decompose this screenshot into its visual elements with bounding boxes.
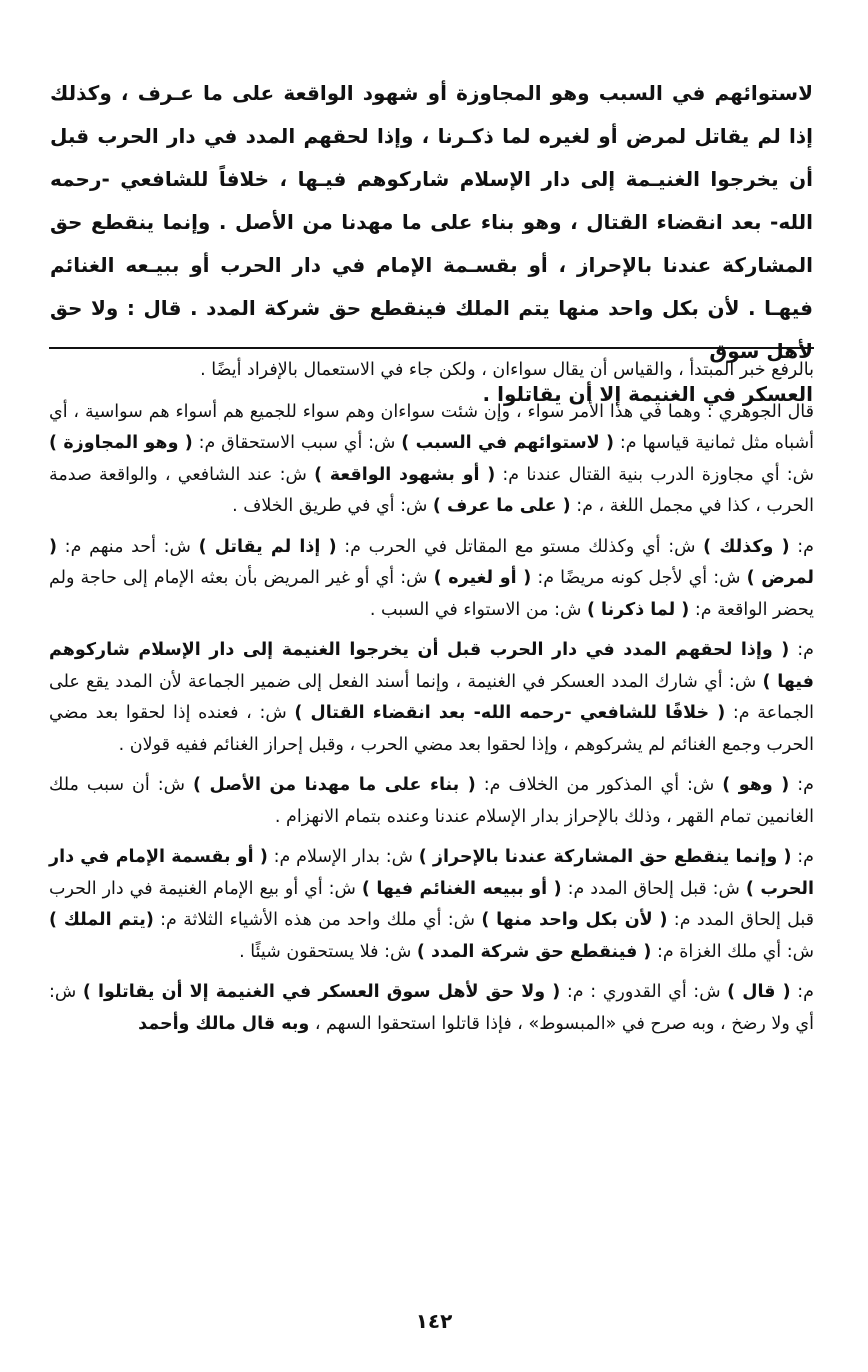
quoted-matn: ( إذا لم يقاتل ) [198, 536, 337, 557]
commentary-text: ش: أي القدوري : م: [560, 982, 728, 1002]
commentary-paragraph-2 [49, 397, 814, 523]
quoted-matn: ( لأن بكل واحد منها ) [481, 910, 668, 930]
quoted-matn: ( وإنما ينقطع حق المشاركة عندنا بالإحراز ) [418, 847, 792, 867]
commentary-text: ش: بدار الإسلام م: [267, 847, 419, 867]
commentary-paragraph-4 [49, 635, 814, 761]
commentary-paragraph-5 [49, 770, 814, 833]
commentary-text: ش: عند الشافعي ، والواقعة صدمة الحرب ، كذا في مجمل اللغة ، م: [49, 464, 814, 516]
commentary-text: بالرفع خبر المبتدأ ، والقياس أن يقال سواءان ، ولكن جاء في الاستعمال بالإفراد أيضًا . [200, 360, 814, 380]
quoted-matn: ( أو بشهود الواقعة ) [314, 464, 496, 485]
quoted-matn: ( على ما عرف ) [432, 496, 571, 516]
commentary-text: م: [789, 775, 815, 795]
quoted-matn: ( قال ) [727, 982, 791, 1002]
quoted-matn: ( أو ببيعه الغنائم فيها ) [361, 878, 562, 899]
commentary-text: ش: فلا يستحقون شيئًا . [239, 941, 417, 962]
commentary-text: م: [790, 982, 815, 1002]
commentary-text: ش: أي مجاوزة الدرب بنية القتال عندنا م: [495, 464, 815, 485]
commentary-paragraph-1 [49, 355, 814, 387]
commentary-text: ش: من الاستواء في السبب . [369, 599, 587, 620]
quoted-matn: ( لما ذكرنا ) [586, 599, 690, 620]
commentary-text: ش: قبل إلحاق المدد م: [561, 878, 746, 899]
quoted-matn: ( وهو المجاوزة ) [49, 433, 193, 453]
quoted-matn: ( وكذلك ) [703, 536, 790, 557]
commentary-paragraph-6 [49, 842, 814, 968]
commentary-text: ش: أن سبب ملك الغانمين تمام القهر ، وذلك بالإحراز بدار الإسلام عندنا وعنده بتمام الانهزام . [49, 775, 814, 827]
quoted-matn: ( خلافًا للشافعي -رحمه الله- بعد انقضاء القتال ) [294, 703, 726, 723]
quoted-matn: ( وإذا لحقهم المدد في دار الحرب قبل أن يخرجوا الغنيمة إلى دار الإسلام شاركوهم فيها ) [49, 640, 814, 692]
commentary-text: م: [789, 536, 814, 557]
commentary-emphasis: وبه قال مالك وأحمد [138, 1013, 310, 1034]
main-text-body: لاستوائهم في السبب وهو المجاوزة أو شهود الواقعة على ما عـرف ، وكذلك إذا لم يقاتل لمرض أو لغيره لما ذكـرنا ، وإذا لحقهم المدد في دار الحرب قبل أن يخرجوا الغنيـمة إلى دار الإسلام شاركوهم فيـها ، خلافاً للشافعي -رحمه الله- بعد انقضاء القتال ، وهو بناء على ما مهدنا من الأصل . وإنما ينقطع حق المشاركة عندنا بالإحراز ، أو بقسـمة الإمام في دار الحرب أو ببيـعه الغنائم فيهـا . لأن بكل واحد منها يتم الملك فينقطع حق شركة المدد . قال : ولا حق لأهل سوق [50, 81, 813, 363]
quoted-matn: ( لمرض ) [49, 536, 814, 588]
commentary-paragraph-7 [49, 977, 814, 1040]
commentary-block [49, 355, 814, 1049]
quoted-matn: (يتم الملك ) [49, 910, 154, 930]
main-text-last-line: العسكر في الغنيمة إلا أن يقاتلوا . [482, 382, 813, 406]
footnote-divider [49, 347, 814, 349]
commentary-text: ش: أي لأجل كونه مريضًا م: [531, 568, 747, 588]
commentary-text: ش: أي ولا رضخ ، وبه صرح في «المبسوط» ، فإذا قاتلوا استحقوا السهم ، [49, 982, 814, 1034]
commentary-text: ش: ، فعنده إذا لحقوا بعد مضي الحرب وجمع الغنائم لم يشركوهم ، وإذا لحقوا بعد مضي الحرب ، وقبل إحراز الغنائم ففيه قولان . [49, 703, 814, 755]
commentary-text: ش: أي أو غير المريض بأن بعثه الإمام إلى حاجة ولم يحضر الواقعة م: [49, 568, 814, 620]
quoted-matn: ( بناء على ما مهدنا من الأصل ) [192, 775, 476, 795]
commentary-text: م: [791, 847, 814, 867]
quoted-matn: ( ولا حق لأهل سوق العسكر في الغنيمة إلا أن يقاتلوا ) [82, 982, 561, 1002]
commentary-text: ش: أي ملك واحد من هذه الأشياء الثلاثة م: [153, 910, 482, 930]
commentary-text: ش: أحد منهم م: [57, 536, 199, 557]
commentary-paragraph-3 [49, 532, 814, 627]
commentary-text: ش: أي في طريق الخلاف . [232, 496, 433, 516]
commentary-text: ش: أي أو بيع الإمام الغنيمة في دار الحرب قبل إلحاق المدد م: [49, 878, 814, 930]
commentary-text: م: [789, 640, 814, 660]
commentary-text: ش: أي ملك الغزاة م: [651, 941, 814, 962]
quoted-matn: ( أو لغيره ) [433, 568, 532, 588]
commentary-text: ش: أي شارك المدد العسكر في الغنيمة ، وإنما أسند الفعل إلى ضمير الجماعة لأن المدد يقع على الجماعة م: [49, 671, 815, 723]
quoted-matn: ( فينقطع حق شركة المدد ) [416, 941, 652, 962]
commentary-text: ش: أي سبب الاستحقاق م: [192, 433, 402, 453]
quoted-matn: ( لاستوائهم في السبب ) [401, 433, 615, 453]
page-number: ١٤٢ [415, 1309, 453, 1333]
commentary-text: قال الجوهري : وهما في هذا الأمر سواء ، وإن شئت سواءان وهم سواء للجميع هم أسواء هم سواسية ، أي أشباه مثل ثمانية قياسها م: [49, 401, 814, 453]
quoted-matn: ( أو بقسمة الإمام في دار الحرب ) [49, 847, 814, 899]
commentary-text: ش: أي وكذلك مستو مع المقاتل في الحرب م: [336, 536, 704, 557]
quoted-matn: ( وهو ) [722, 775, 790, 795]
commentary-text: ش: أي المذكور من الخلاف م: [475, 775, 723, 795]
